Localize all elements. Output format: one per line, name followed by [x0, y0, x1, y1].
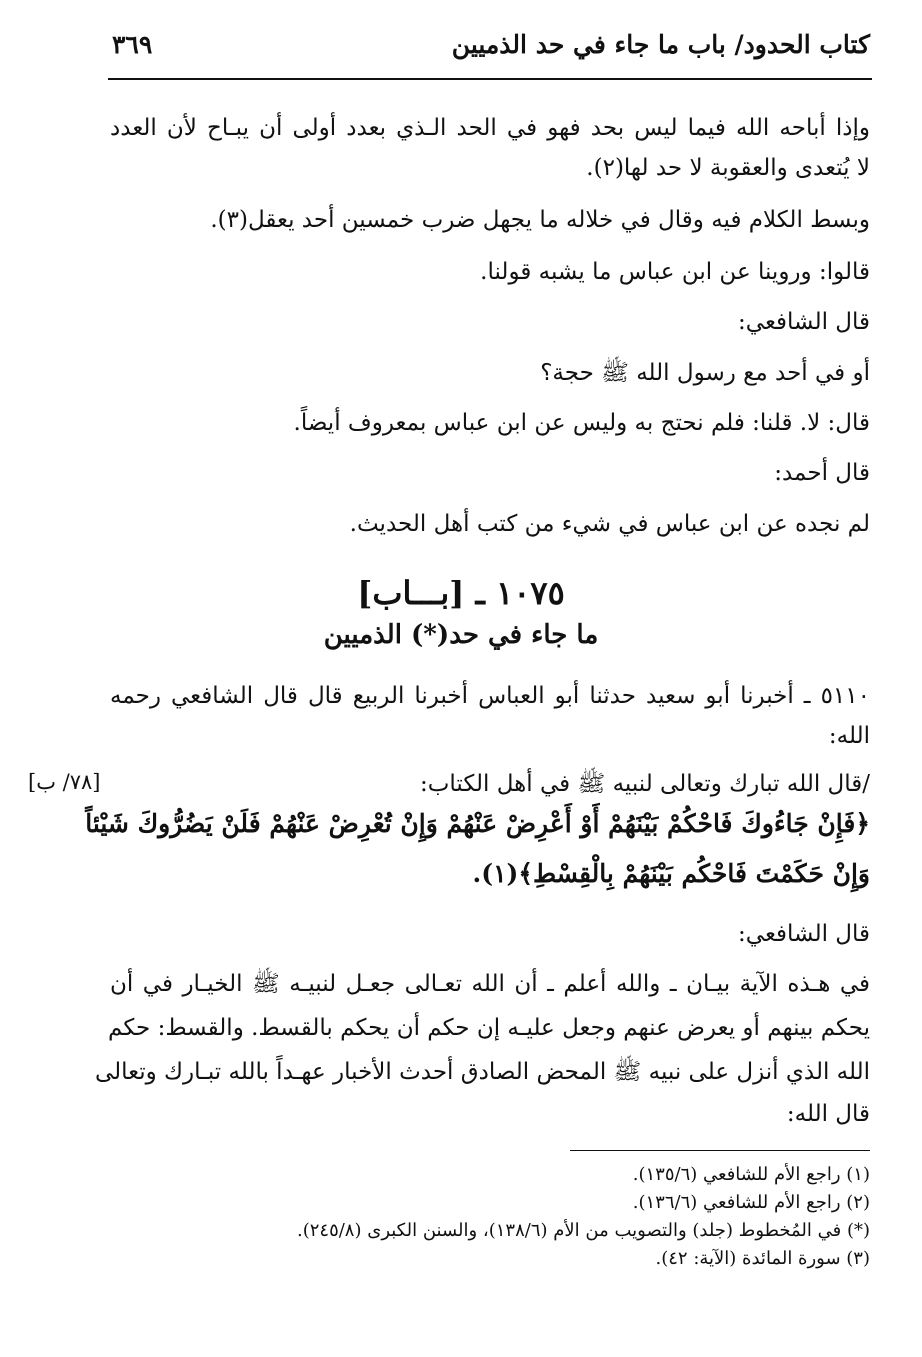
body-line: الله الذي أنزل على نبيه ﷺ المحض الصادق أحدث الأخبار عهـداً بالله تبـارك وتعالى [94, 1059, 870, 1085]
footnote: (١) راجع الأم للشافعي (١٣٥/٦). [632, 1164, 870, 1185]
chapter-number: ١٠٧٥ ـ [بـــاب] [357, 574, 565, 612]
body-line: لا يُتعدى والعقوبة لا حد لها(٢). [586, 155, 870, 181]
quran-verse-line: وَإِنْ حَكَمْتَ فَاحْكُم بَيْنَهُمْ بِالْقِسْطِ﴾(١). [472, 859, 870, 888]
hadith-line: ٥١١٠ ـ أخبرنا أبو سعيد حدثنا أبو العباس أخبرنا الربيع قال قال الشافعي رحمه [110, 683, 870, 709]
chapter-title: ما جاء في حد(*) الذميين [323, 620, 599, 650]
page-number: ٣٦٩ [112, 30, 153, 59]
body-line: يحكم بينهم أو يعرض عنهم وجعل عليـه إن حكم أن يحكم بالقسط. والقسط: حكم [108, 1015, 870, 1041]
speaker-label: قال الشافعي: [738, 309, 870, 335]
body-line: قال الله: [786, 1101, 870, 1127]
hadith-line: الله: [828, 723, 870, 749]
body-line: وبسط الكلام فيه وقال في خلاله ما يجهل ضرب خمسين أحد يعقل(٣). [210, 207, 870, 233]
footnote: (٢) راجع الأم للشافعي (١٣٦/٦). [632, 1192, 870, 1213]
footnote: (*) في المُخطوط (جلد) والتصويب من الأم (١٣٨/٦)، والسنن الكبرى (٢٤٥/٨). [296, 1220, 870, 1241]
body-line: في هـذه الآية بيـان ـ والله أعلم ـ أن الله تعـالى جعـل لنبيـه ﷺ الخيـار في أن [110, 971, 870, 997]
body-line: وإذا أباحه الله فيما ليس بحد فهو في الحد الـذي بعدد أولى أن يبـاح لأن العدد [110, 115, 870, 141]
quran-verse-line: ﴿فَإِنْ جَاءُوكَ فَاحْكُمْ بَيْنَهُمْ أَوْ أَعْرِضْ عَنْهُمْ وَإِنْ تُعْرِضْ عَنْهُمْ فَلَنْ يَضُرُّوكَ شَيْئاً [85, 809, 870, 838]
footnote: (٣) سورة المائدة (الآية: ٤٢). [655, 1248, 870, 1269]
header-rule [108, 78, 872, 80]
body-line: لم نجده عن ابن عباس في شيء من كتب أهل الحديث. [349, 511, 870, 537]
body-line: أو في أحد مع رسول الله ﷺ حجة؟ [540, 360, 870, 386]
footnote-rule [570, 1150, 870, 1151]
speaker-label: قال أحمد: [774, 460, 870, 486]
body-line: قالوا: وروينا عن ابن عباس ما يشبه قولنا. [480, 259, 870, 285]
running-header-title: كتاب الحدود/ باب ما جاء في حد الذميين [451, 30, 870, 59]
hadith-line: /قال الله تبارك وتعالى لنبيه ﷺ في أهل الكتاب: [420, 771, 870, 797]
manuscript-folio-ref: [٧٨/ ب] [28, 770, 101, 794]
speaker-label: قال الشافعي: [738, 921, 870, 947]
body-line: قال: لا. قلنا: فلم نحتج به وليس عن ابن عباس بمعروف أيضاً. [293, 410, 870, 436]
